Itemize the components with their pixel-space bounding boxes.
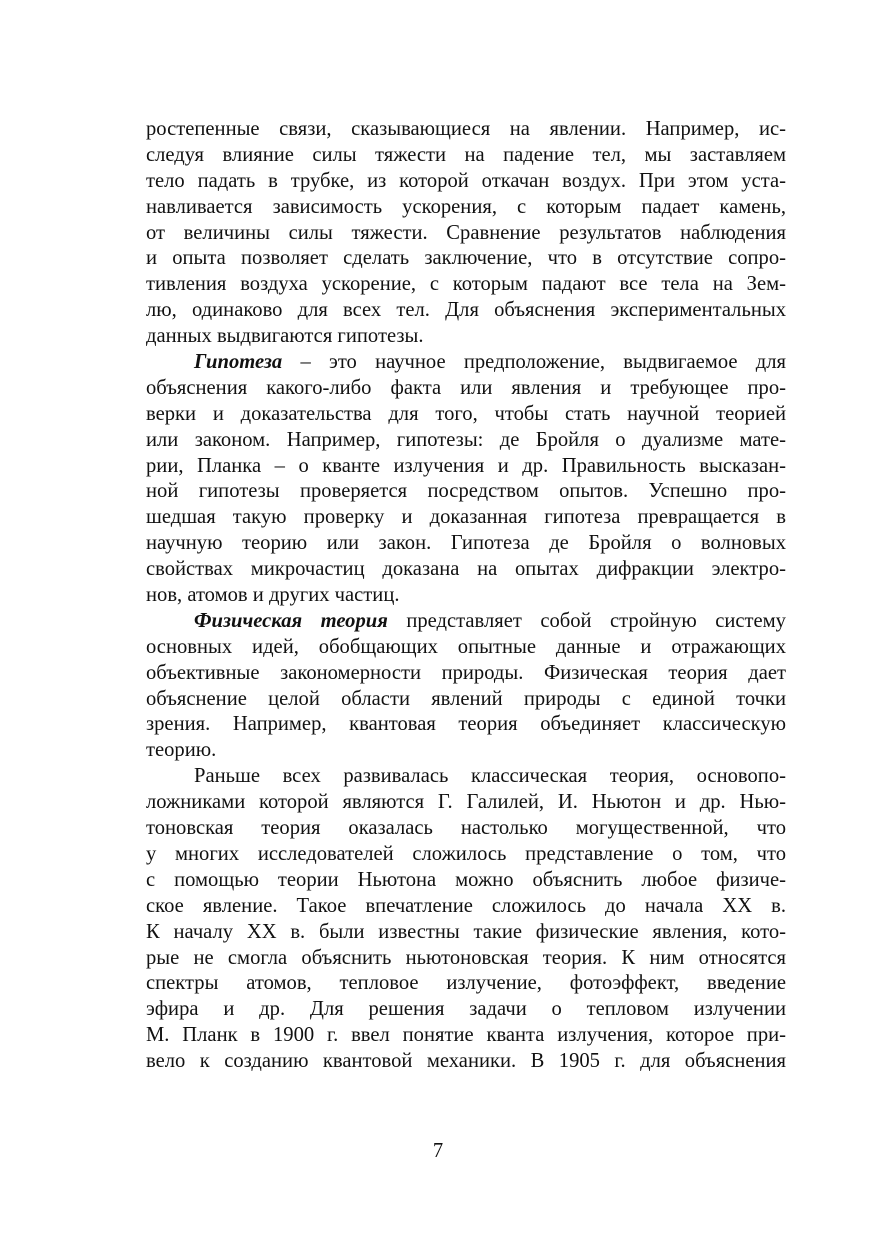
text-run: представляет собой стройную систему <box>387 609 786 632</box>
paragraph-physical-theory <box>146 609 786 764</box>
term-physical-theory: Физическая теория <box>194 609 388 632</box>
text-line: научную теорию или закон. Гипотеза де Бройля о волновых <box>146 532 786 555</box>
text-line: К началу XX в. были известны такие физические явления, кото- <box>146 920 786 943</box>
text-line: тело падать в трубке, из которой откачан воздух. При этом уста- <box>146 169 786 192</box>
text-line: от величины силы тяжести. Сравнение результатов наблюдения <box>146 221 786 244</box>
paragraph-1 <box>146 117 786 350</box>
text-line: объяснение целой области явлений природы с единой точки <box>146 687 786 710</box>
page-body <box>146 117 786 1075</box>
text-line: с помощью теории Ньютона можно объяснить любое физиче- <box>146 868 786 891</box>
text-line: нов, атомов и других частиц. <box>146 584 400 607</box>
term-hypothesis: Гипотеза <box>194 351 283 374</box>
text-line: ростепенные связи, сказывающиеся на явлении. Например, ис- <box>146 118 786 140</box>
text-line: свойствах микрочастиц доказана на опытах дифракции электро- <box>146 558 786 581</box>
text-line: данных выдвигаются гипотезы. <box>146 325 424 348</box>
text-line: Раньше всех развивалась классическая теория, основопо- <box>194 765 786 788</box>
text-run: – это научное предположение, выдвигаемое для <box>282 351 786 374</box>
text-line: зрения. Например, квантовая теория объединяет классическую <box>146 713 786 736</box>
page-number: 7 <box>432 1140 444 1162</box>
text-line: шедшая такую проверку и доказанная гипотеза превращается в <box>146 506 786 529</box>
text-line: ложниками которой являются Г. Галилей, И. Ньютон и др. Нью- <box>146 791 786 814</box>
text-line: рые не смогла объяснить ньютоновская теория. К ним относятся <box>146 946 786 969</box>
text-line: основных идей, обобщающих опытные данные и отражающих <box>146 635 786 658</box>
text-line: и опыта позволяет сделать заключение, что в отсутствие сопро- <box>146 247 786 270</box>
text-line: М. Планк в 1900 г. ввел понятие кванта излучения, которое при- <box>146 1024 786 1047</box>
text-line: следуя влияние силы тяжести на падение тел, мы заставляем <box>146 143 786 166</box>
text-line: теорию. <box>146 739 217 762</box>
text-line: вело к созданию квантовой механики. В 1905 г. для объяснения <box>146 1050 786 1073</box>
text-line: рии, Планка – о кванте излучения и др. Правильность высказан- <box>146 454 786 477</box>
paragraph-classical-theory <box>146 764 786 1075</box>
text-line: спектры атомов, тепловое излучение, фотоэффект, введение <box>146 972 786 995</box>
text-line: ной гипотезы проверяется посредством опытов. Успешно про- <box>146 480 786 503</box>
text-line: объективные закономерности природы. Физическая теория дает <box>146 661 786 684</box>
text-line: навливается зависимость ускорения, с которым падает камень, <box>146 195 786 218</box>
paragraph-hypothesis <box>146 350 786 609</box>
text-line: эфира и др. Для решения задачи о тепловом излучении <box>146 998 786 1021</box>
text-line: верки и доказательства для того, чтобы стать научной теорией <box>146 402 786 425</box>
text-line <box>146 609 786 635</box>
text-line: лю, одинаково для всех тел. Для объяснения экспериментальных <box>146 299 786 322</box>
text-line: тивления воздуха ускорение, с которым падают все тела на Зем- <box>146 273 786 296</box>
text-line: объяснения какого-либо факта или явления и требующее про- <box>146 376 786 399</box>
text-line: тоновская теория оказалась настолько могущественной, что <box>146 817 786 840</box>
text-line: у многих исследователей сложилось представление о том, что <box>146 842 786 865</box>
text-line: ское явление. Такое впечатление сложилось до начала XX в. <box>146 894 786 917</box>
text-line <box>146 350 786 376</box>
text-line: или законом. Например, гипотезы: де Бройля о дуализме мате- <box>146 428 786 451</box>
